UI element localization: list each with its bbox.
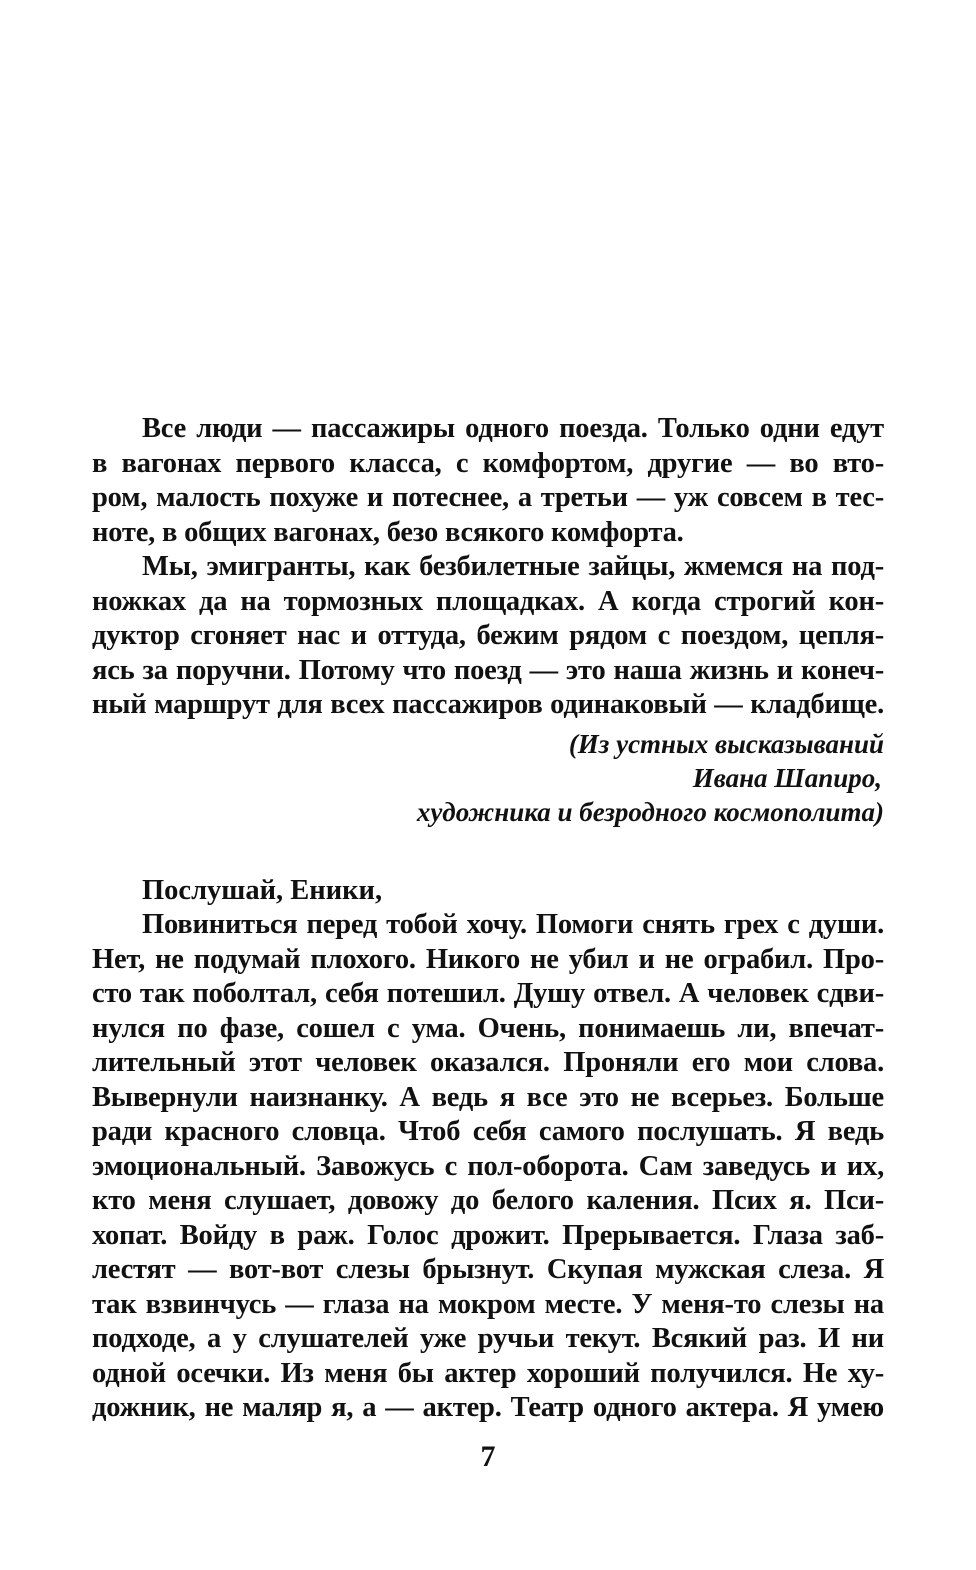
text-line: Вывернули наизнанку. А ведь я все это не всерьез. Больше (92, 1081, 884, 1113)
text-line: лестят — вот-вот слезы брызнут. Скупая мужская слеза. Я (92, 1254, 884, 1285)
text-line: дуктор сгоняет нас и оттуда, бежим рядом с поездом, цепля- (92, 620, 884, 651)
text-line: Мы, эмигранты, как безбилетные зайцы, жмемся на под- (142, 551, 884, 582)
book-page (92, 412, 884, 1426)
text-line: так взвинчусь — глаза на мокром месте. У меня-то слезы на (92, 1288, 884, 1320)
attribution-line: Ивана Шапиро, (692, 762, 882, 793)
text-line: хопат. Войду в раж. Голос дрожит. Прерывается. Глаза заб- (92, 1219, 884, 1251)
text-line: нулся по фазе, сошел с ума. Очень, понимаешь ли, впечат- (92, 1012, 884, 1044)
text-line: эмоциональный. Завожусь с пол-оборота. Сам заведусь и их, (92, 1150, 884, 1182)
text-line: ради красного словца. Чтоб себя самого послушать. Я ведь (92, 1116, 884, 1147)
text-line: в вагонах первого класса, с комфортом, другие — во вто- (92, 447, 884, 479)
text-line: кто меня слушает, довожу до белого каления. Псих я. Пси- (92, 1185, 884, 1216)
epigraph-attribution (92, 727, 884, 829)
text-line: дожник, не маляр я, а — актер. Театр одного актера. Я умею (92, 1392, 884, 1423)
text-line: ром, малость похуже и потеснее, а третьи — уж совсем в тес- (92, 482, 884, 513)
text-line: сто так поболтал, себя потешил. Душу отвел. А человек сдви- (92, 978, 884, 1009)
text-line: ясь за поручни. Потому что поезд — это наша жизнь и конеч- (92, 654, 884, 686)
attribution-line: (Из устных высказываний (568, 728, 884, 759)
attribution-line: художника и безродного космополита) (416, 796, 884, 827)
epigraph (92, 412, 884, 829)
text-line: ный маршрут для всех пассажиров одинаковый — кладбище. (92, 689, 884, 720)
text-line: подходе, а у слушателей уже ручьи текут. Всякий раз. И ни (92, 1323, 884, 1354)
epigraph-paragraph-2 (92, 550, 884, 723)
text-line: одной осечки. Из меня бы актер хороший получился. Не ху- (92, 1357, 884, 1389)
page-number: 7 (480, 1440, 496, 1473)
text-line: ножках да на тормозных площадках. А когда строгий кон- (92, 585, 884, 617)
text-line: Все люди — пассажиры одного поезда. Только одни едут (142, 413, 884, 444)
text-line: лительный этот человек оказался. Проняли его мои слова. (92, 1047, 884, 1078)
text-line: Нет, не подумай плохого. Никого не убил и не ограбил. Про- (92, 943, 884, 975)
letter-salutation: Послушай, Еники, (142, 874, 383, 906)
letter-body (92, 874, 884, 1426)
text-line: Повиниться перед тобой хочу. Помоги снять грех с души. (142, 909, 884, 940)
epigraph-paragraph-1 (92, 412, 884, 550)
text-line: ноте, в общих вагонах, безо всякого комфорта. (92, 516, 684, 548)
